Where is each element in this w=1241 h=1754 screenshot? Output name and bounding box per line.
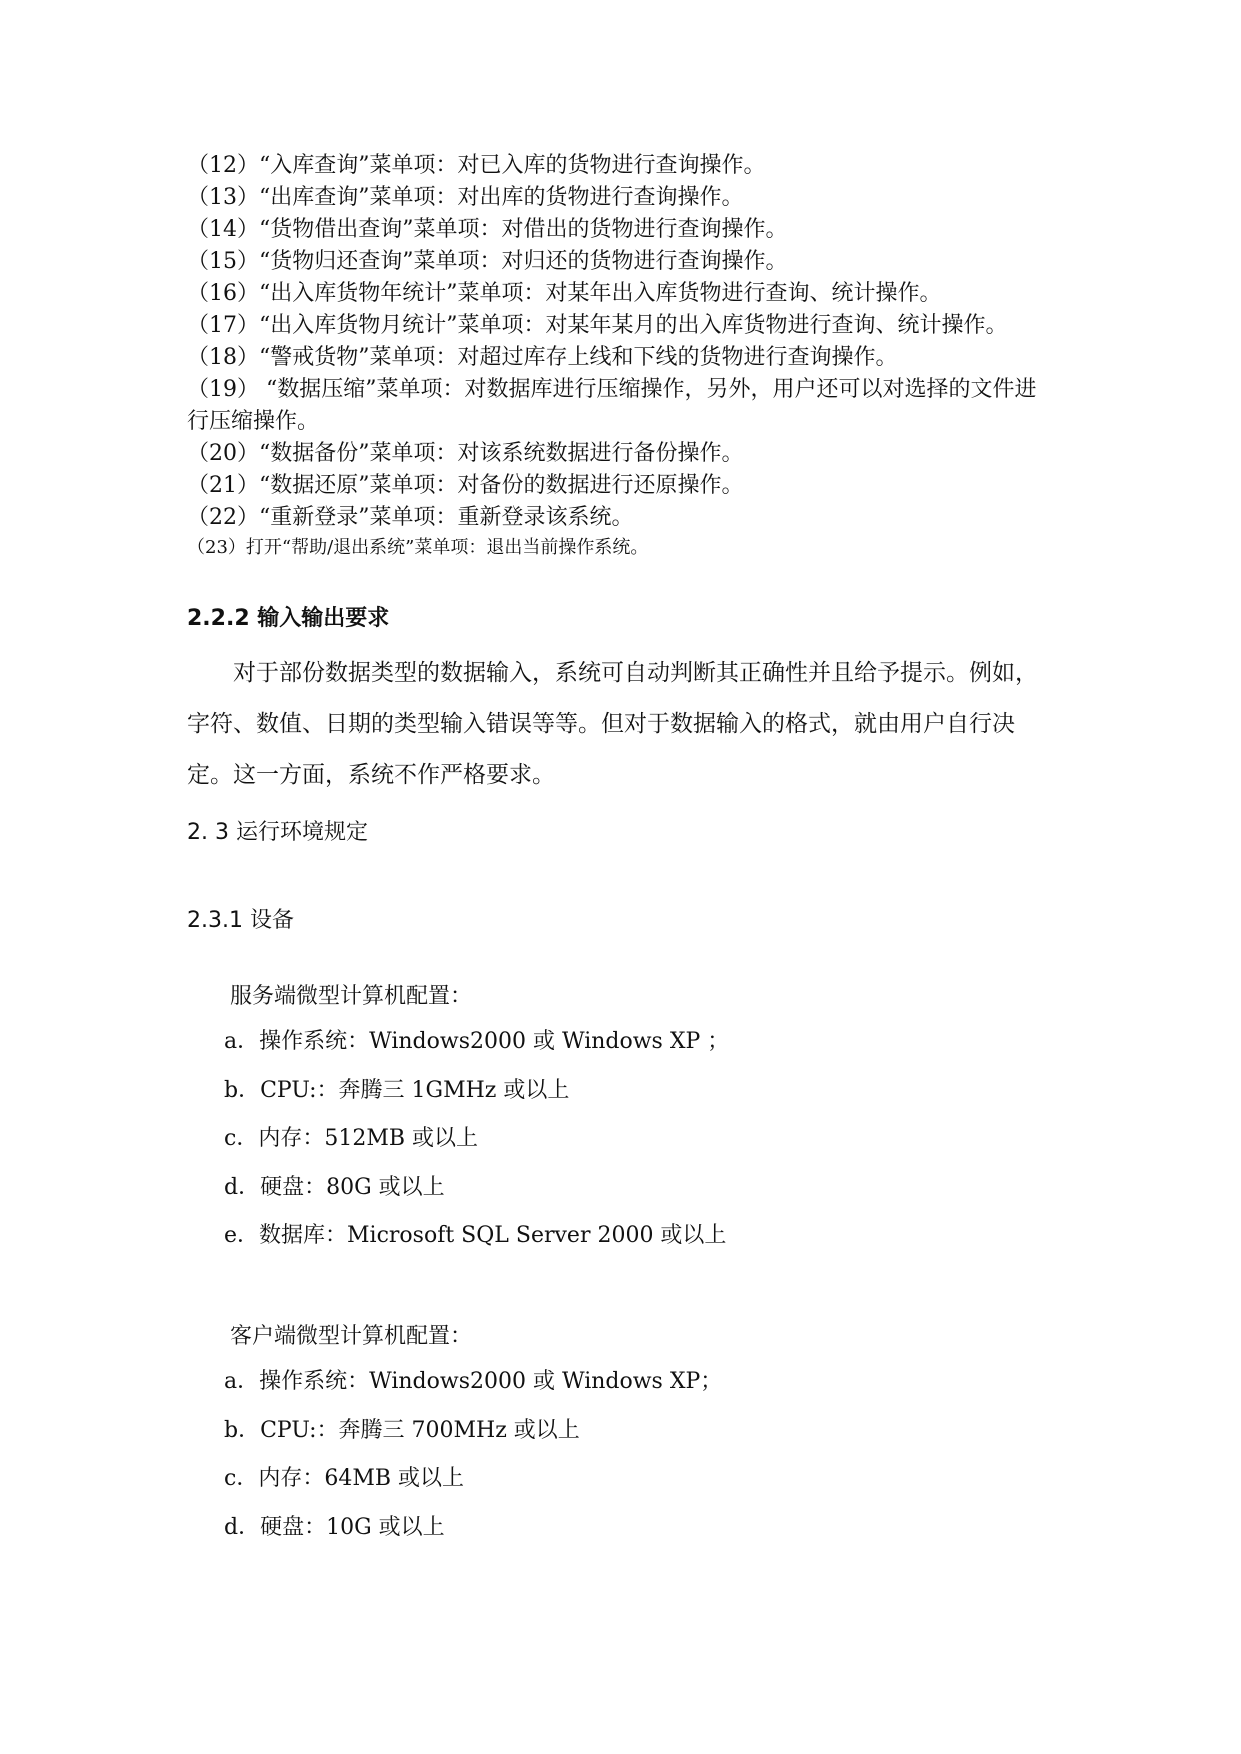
server-config-list xyxy=(224,1018,729,1261)
io-requirements-heading: 2.2.2 输入输出要求 xyxy=(187,606,390,631)
server-os-item: a．操作系统：Windows2000 或 Windows XP ； xyxy=(224,1029,730,1054)
client-os-item: a．操作系统：Windows2000 或 Windows XP； xyxy=(224,1369,723,1394)
server-cpu-item: b．CPU:：奔腾三 1GMHz 或以上 xyxy=(224,1077,570,1103)
menu-item-list xyxy=(187,150,1057,562)
server-memory-item: c．内存：512MB 或以上 xyxy=(224,1126,478,1151)
client-disk-item: d．硬盘：10G 或以上 xyxy=(224,1514,445,1540)
menu-item-20: （20）“数据备份”菜单项：对该系统数据进行备份操作。 xyxy=(187,441,744,466)
menu-item-14: （14）“货物借出查询”菜单项：对借出的货物进行查询操作。 xyxy=(187,217,788,242)
menu-item-17: （17）“出入库货物月统计”菜单项：对某年某月的出入库货物进行查询、统计操作。 xyxy=(187,313,1008,338)
client-cpu-item: b．CPU:：奔腾三 700MHz 或以上 xyxy=(224,1417,580,1443)
server-disk-item: d．硬盘：80G 或以上 xyxy=(224,1174,445,1200)
menu-item-16: （16）“出入库货物年统计”菜单项：对某年出入库货物进行查询、统计操作。 xyxy=(187,281,942,306)
equipment-heading: 2.3.1 设备 xyxy=(187,908,294,933)
menu-item-23: （23）打开“帮助/退出系统”菜单项：退出当前操作系统。 xyxy=(187,537,649,558)
io-requirements-paragraph: 对于部份数据类型的数据输入，系统可自动判断其正确性并且给予提示。例如，字符、数值、日期的类型输入错误等等。但对于数据输入的格式，就由用户自行决定。这一方面，系统不作严格要求。 xyxy=(187,660,1038,788)
menu-item-19: （19） “数据压缩”菜单项：对数据库进行压缩操作，另外，用户还可以对选择的文件进行压缩操作。 xyxy=(187,377,1037,434)
client-config-list xyxy=(224,1358,722,1552)
client-memory-item: c．内存：64MB 或以上 xyxy=(224,1466,465,1491)
server-config-title: 服务端微型计算机配置： xyxy=(230,984,473,1009)
server-database-item: e．数据库：Microsoft SQL Server 2000 或以上 xyxy=(224,1223,727,1248)
menu-item-22: （22）“重新登录”菜单项：重新登录该系统。 xyxy=(187,505,634,530)
menu-item-21: （21）“数据还原”菜单项：对备份的数据进行还原操作。 xyxy=(187,473,744,498)
menu-item-13: （13）“出库查询”菜单项：对出库的货物进行查询操作。 xyxy=(187,185,744,210)
client-config-title: 客户端微型计算机配置： xyxy=(230,1324,473,1349)
menu-item-18: （18）“警戒货物”菜单项：对超过库存上线和下线的货物进行查询操作。 xyxy=(187,345,898,370)
menu-item-15: （15）“货物归还查询”菜单项：对归还的货物进行查询操作。 xyxy=(187,249,788,274)
runtime-environment-heading: 2. 3 运行环境规定 xyxy=(187,820,368,845)
menu-item-12: （12）“入库查询”菜单项：对已入库的货物进行查询操作。 xyxy=(187,153,766,178)
